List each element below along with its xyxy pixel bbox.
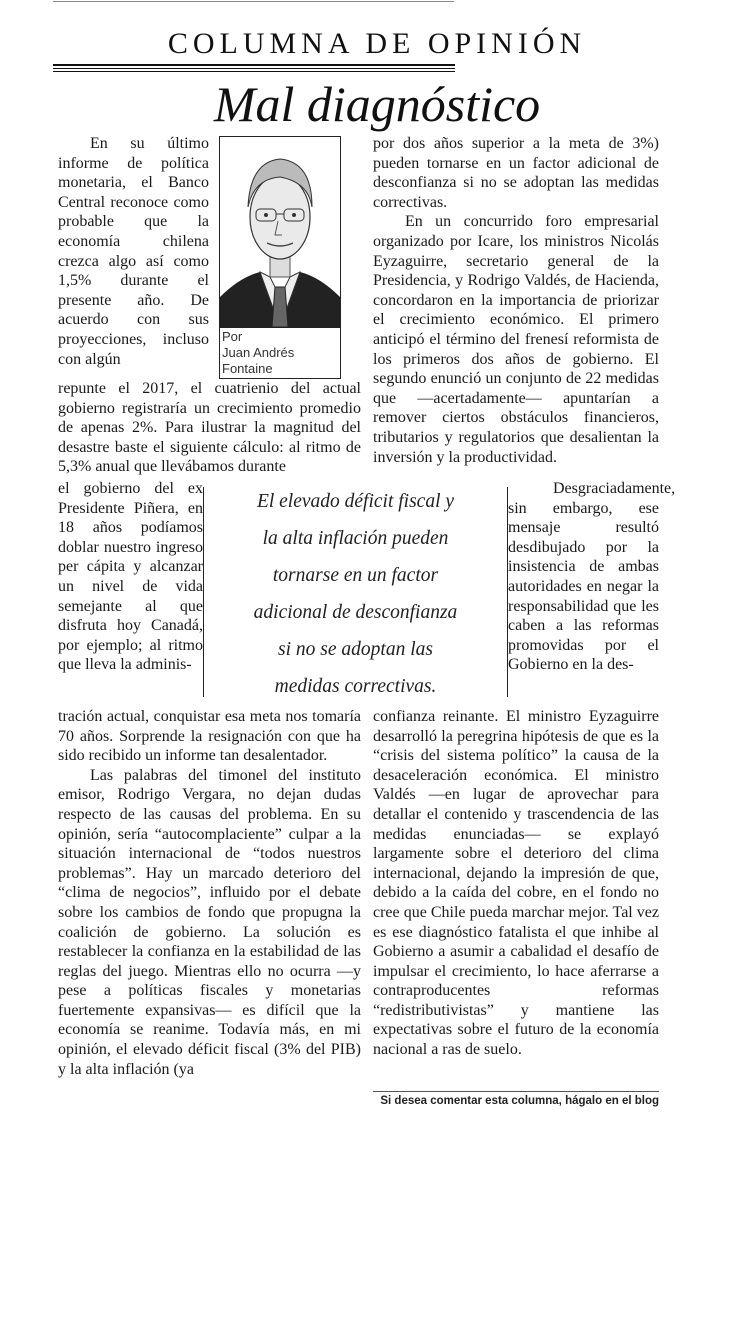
paragraph: Desgraciadamente, sin embargo, ese mensaje resultó desdibujado por la insistencia de ambas autoridades en negar la responsabilidad que les caben a las reformas promovidas por el Gobierno en la des- <box>508 479 676 674</box>
paragraph: En un concurrido foro empresarial organizado por Icare, los ministros Nicolás Eyzaguirre, secretario general de la Presidencia, y Rodrigo Valdés, de Hacienda, concordaron en la importancia de priorizar el crecimiento económico. El primero anticipó el término del frenesí reformista de los primeros dos años de gobierno. El segundo enunció un conjunto de 22 medidas que —acertadamente— apuntarían a remover ciertos obstáculos financieros, tributarios y regulatorios que desalientan la inversión y la productividad. <box>373 213 659 466</box>
paragraph: Las palabras del timonel del instituto emisor, Rodrigo Vergara, no dejan dudas respecto de las causas del problema. En su opinión, sería “autocomplaciente” culpar a la situación internacional de “todos nuestros problemas”. Hay un marcado deterioro del “clima de negocios”, influido por el debate sobre los cambios de fondo que propugna la coalición de gobierno. La solución es restablecer la confianza en la estabilidad de las reglas del juego. Mientras ello no ocurra —y pese a políticas fiscales y monetarias fuertemente expansivas— es difícil que la economía se reanime. Todavía más, en mi opinión, el elevado déficit fiscal (3% del PIB) y la alta inflación (ya <box>58 766 361 1078</box>
left-column-upper <box>58 134 361 477</box>
blog-comment-note[interactable]: Si desea comentar esta columna, hágalo en el blog <box>380 1095 659 1108</box>
byline-prefix: Por <box>222 329 243 344</box>
pull-quote-line: adicional de desconfianza <box>253 601 458 623</box>
pull-quote-area <box>203 479 508 705</box>
author-portrait-icon <box>220 137 340 328</box>
paragraph: por dos años superior a la meta de 3%) pueden tornarse en un factor adicional de desconfianza si no se adoptan las medidas correctivas. <box>373 135 659 211</box>
header <box>0 0 754 134</box>
footer-rule <box>373 1091 659 1092</box>
right-narrow-pull <box>508 479 676 675</box>
left-narrow-pull <box>58 479 203 675</box>
left-column-lower <box>58 707 361 1079</box>
section-heading: COLUMNA DE OPINIÓN <box>167 27 587 60</box>
footer <box>373 1091 659 1108</box>
left-intro-narrow: En su último informe de política monetaria, el Banco Central reconoce como probable que la economía chilena crezca algo así como 1,5% durante el presente año. De acuerdo con sus proyecciones, incluso con algún <box>58 135 209 368</box>
upper-columns <box>58 134 659 477</box>
right-column-upper <box>373 134 659 467</box>
author-name-last: Fontaine <box>222 361 273 376</box>
paragraph: confianza reinante. El ministro Eyzaguirre desarrolló la peregrina hipótesis de que es la “crisis del sistema político” la causa de la desaceleración económica. El ministro Valdés —en lugar de aprovechar para detallar el contenido y trascendencia de las medidas enunciadas— se explayó largamente sobre el deterioro del clima internacional, dejando la impresión de que, debido a la caída del cobre, en el fondo no cree que Chile pueda marchar mejor. Tal vez es ese diagnóstico fatalista el que inhibe al Gobierno a asumir a cabalidad el desafío de impulsar el crecimiento, lo hace aferrarse a contraproducentes reformas “redistributivistas” y mantiene las expectativas sobre el futuro de la economía nacional a ras de suelo. <box>373 707 659 1059</box>
lower-columns <box>58 707 659 1079</box>
author-name-first: Juan Andrés <box>222 345 295 360</box>
pull-quote-band <box>58 479 676 705</box>
right-column-lower <box>373 707 659 1060</box>
paragraph: el gobierno del ex Presidente Piñera, en 18 años podíamos doblar nuestro ingreso per cápita y alcanzar un nivel de vida semejante al que disfruta hoy Canadá, por ejemplo; al ritmo que lleva la adminis- <box>58 479 203 674</box>
pull-quote-line: si no se adoptan las <box>278 638 433 660</box>
byline <box>222 329 294 377</box>
pull-quote-line: medidas correctivas. <box>274 675 437 697</box>
pull-quote-line: El elevado déficit fiscal y <box>256 490 455 512</box>
pull-quote-line: tornarse en un factor <box>272 564 439 586</box>
top-border-rule <box>53 0 454 2</box>
intro-photo-row <box>58 134 361 379</box>
article-title: Mal diagnóstico <box>213 76 541 132</box>
heading-rules <box>53 64 455 72</box>
author-photo-box <box>219 136 341 379</box>
pull-quote <box>204 479 507 705</box>
pull-quote-line: la alta inflación pueden <box>262 527 449 549</box>
left-intro-wide: repunte el 2017, el cuatrienio del actual gobierno registraría un crecimiento promedio de apenas 2%. Para ilustrar la magnitud del desastre baste el siguiente cálculo: al ritmo de 5,3% anual que llevábamos durante <box>58 380 361 476</box>
paragraph: tración actual, conquistar esa meta nos tomaría 70 años. Sorprende la resignación con que ha sido recibido un informe tan desalentador. <box>58 707 361 765</box>
